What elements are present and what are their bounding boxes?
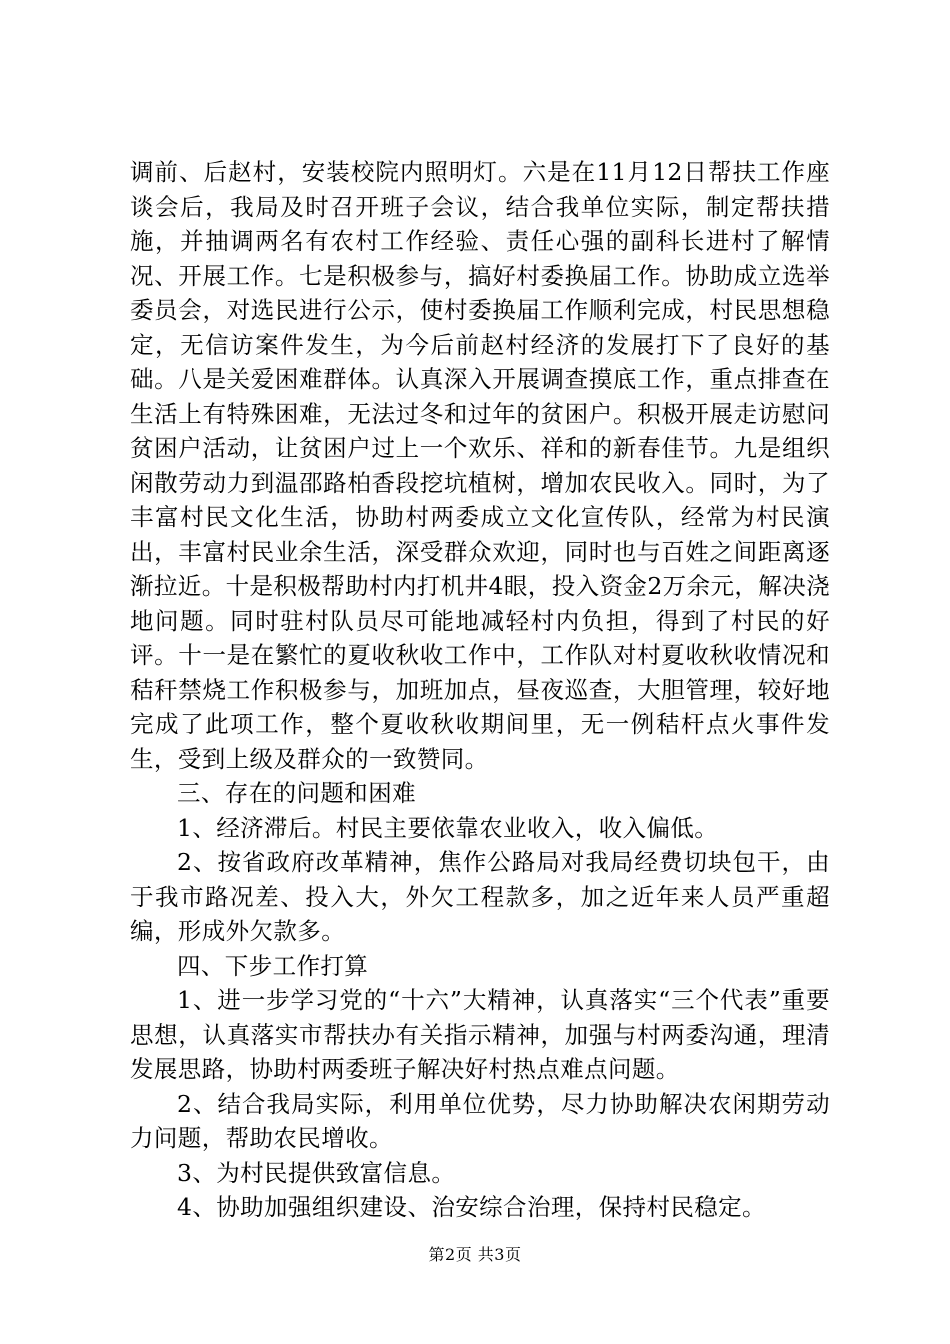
plan-item-1: 1、进一步学习党的“十六”大精神，认真落实“三个代表”重要思想，认真落实市帮扶办有关指示精神，加强与村两委沟通，理清发展思路，协助村两委班子解决好村热点难点问题。 bbox=[130, 986, 830, 1083]
plan-item-2: 2、结合我局实际，利用单位优势，尽力协助解决农闲期劳动力问题，帮助农民增收。 bbox=[130, 1089, 830, 1152]
problem-item-1: 1、经济滞后。村民主要依靠农业收入，收入偏低。 bbox=[177, 813, 719, 842]
section-heading-next-steps: 四、下步工作打算 bbox=[177, 951, 369, 980]
paragraph-continuation: 调前、后赵村，安装校院内照明灯。六是在11月12日帮扶工作座谈会后，我局及时召开班子会议，结合我单位实际，制定帮扶措施，并抽调两名有农村工作经验、责任心强的副科长进村了解情况、开展工作。七是积极参与，搞好村委换届工作。协助成立选举委员会，对选民进行公示，使村委换届工作顺利完成，村民思想稳定，无信访案件发生，为今后前赵村经济的发展打下了良好的基础。八是关爱困难群体。认真深入开展调查摸底工作，重点排查在生活上有特殊困难，无法过冬和过年的贫困户。积极开展走访慰问贫困户活动，让贫困户过上一个欢乐、祥和的新春佳节。九是组织闲散劳动力到温邵路柏香段挖坑植树，增加农民收入。同时，为了丰富村民文化生活，协助村两委成立文化宣传队，经常为村民演出，丰富村民业余生活，深受群众欢迎，同时也与百姓之间距离逐渐拉近。十是积极帮助村内打机井4眼，投入资金2万余元，解决浇地问题。同时驻村队员尽可能地减轻村内负担，得到了村民的好评。十一是在繁忙的夏收秋收工作中，工作队对村夏收秋收情况和秸秆禁烧工作积极参与，加班加点，昼夜巡查，大胆管理，较好地完成了此项工作，整个夏收秋收期间里，无一例秸杆点火事件发生，受到上级及群众的一致赞同。 bbox=[130, 158, 830, 773]
problem-item-2: 2、按省政府改革精神，焦作公路局对我局经费切块包干，由于我市路况差、投入大，外欠工程款多，加之近年来人员严重超编，形成外欠款多。 bbox=[130, 848, 830, 945]
document-body bbox=[130, 155, 830, 1225]
plan-item-3: 3、为村民提供致富信息。 bbox=[177, 1158, 456, 1187]
plan-item-4: 4、协助加强组织建设、治安综合治理，保持村民稳定。 bbox=[177, 1193, 766, 1221]
section-heading-problems: 三、存在的问题和困难 bbox=[177, 779, 416, 807]
page-number-footer: 第2页 共3页 bbox=[428, 1245, 522, 1264]
